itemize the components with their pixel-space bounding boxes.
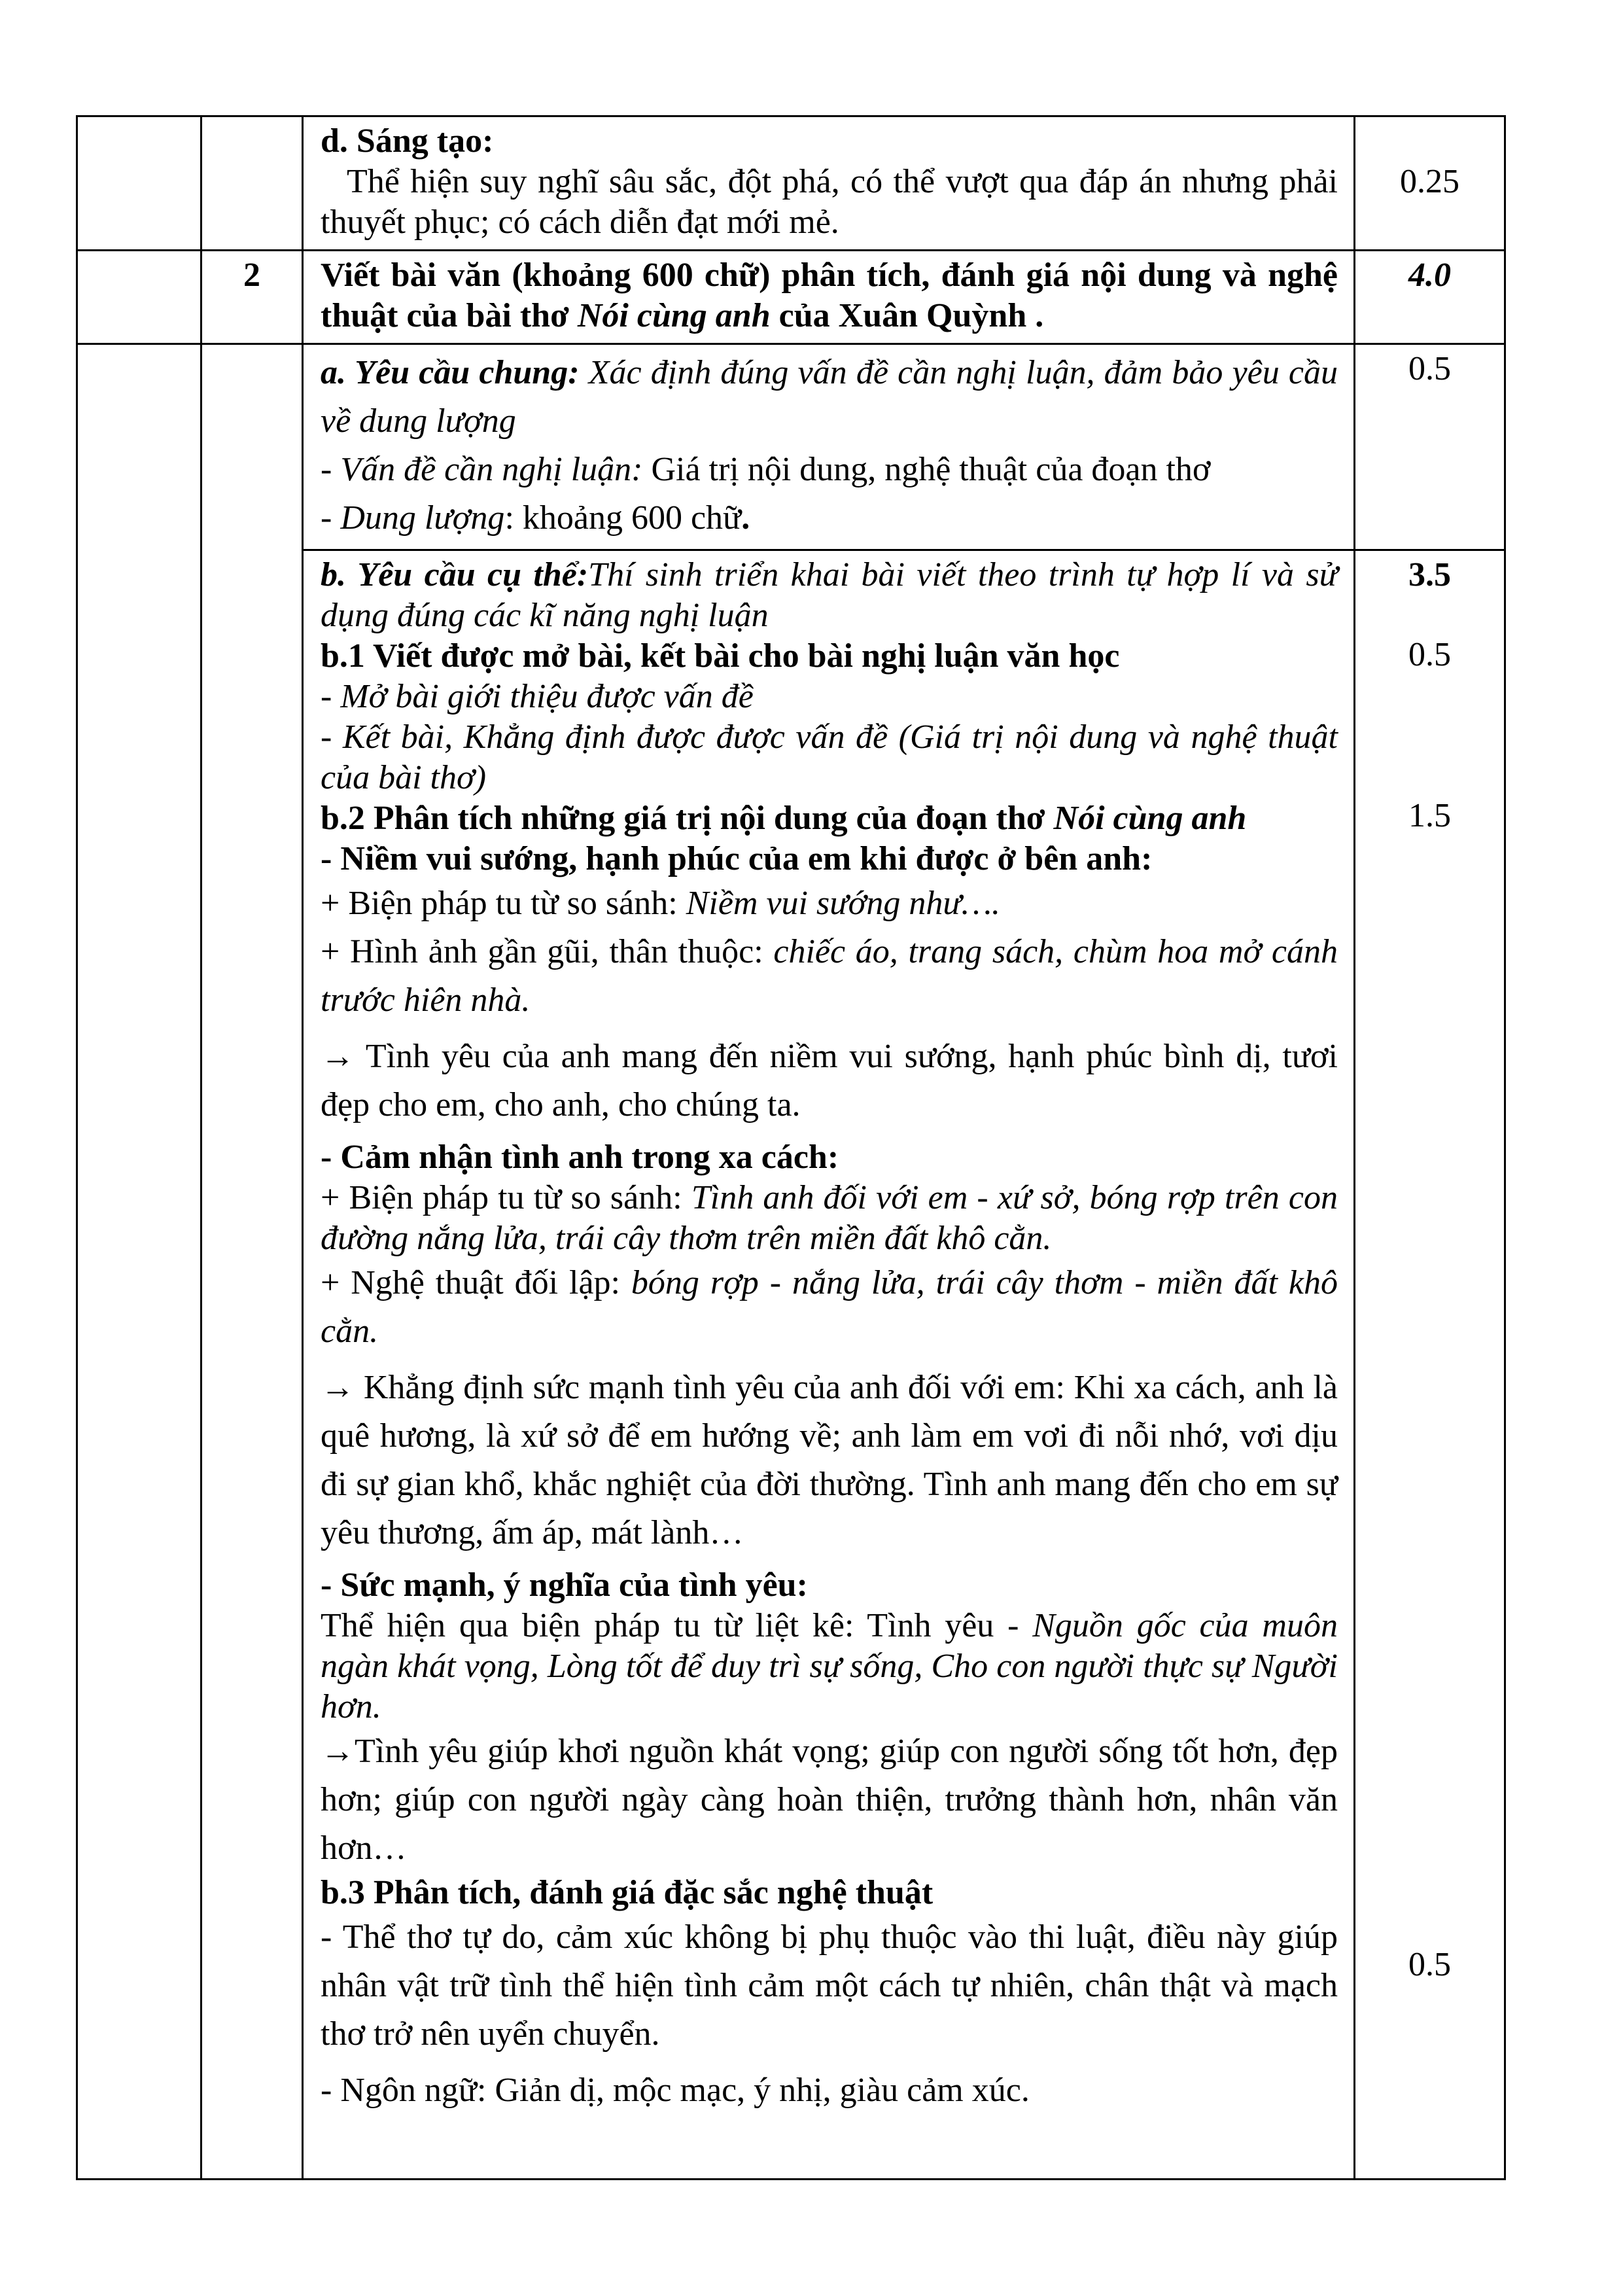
joy-point-1: + Biện pháp tu từ so sánh: Niềm vui sướng như…. <box>321 885 1000 922</box>
specific-requirements-heading: b. Yêu cầu cụ thể:Thí sinh triển khai bài viết theo trình tự hợp lí và sử dụng đúng các kĩ năng nghị luận <box>321 556 1338 634</box>
creativity-text: Thể hiện suy nghĩ sâu sắc, đột phá, có thể vượt qua đáp án nhưng phải thuyết phục; có cách diễn đạt mới mẻ. <box>321 163 1338 241</box>
cell-score <box>1355 116 1505 251</box>
general-requirements-score: 0.5 <box>1408 350 1451 387</box>
cell-question-number <box>201 116 303 251</box>
cell-section <box>77 251 201 344</box>
b3-point-2: - Ngôn ngữ: Giản dị, mộc mạc, ý nhị, giàu cảm xúc. <box>321 2072 1030 2109</box>
b1-score: 0.5 <box>1408 636 1451 673</box>
b1-title: b.1 Viết được mở bài, kết bài cho bài nghị luận văn học <box>321 637 1120 675</box>
row-general-requirements <box>77 344 1505 550</box>
specific-requirements-score: 3.5 <box>1408 556 1451 593</box>
cell-score <box>1355 550 1505 2180</box>
cell-question-number <box>201 344 303 2180</box>
b1-line-1: - Mở bài giới thiệu được vấn đề <box>321 678 754 715</box>
b2-title: b.2 Phân tích những giá trị nội dung của đoạn thơ Nói cùng anh <box>321 800 1247 837</box>
question-number: 2 <box>243 256 260 294</box>
far-conclusion: → Khẳng định sức mạnh tình yêu của anh đối với em: Khi xa cách, anh là quê hương, là xứ sở để em hướng về; anh làm em vơi đi nỗi nhớ, vơi dịu đi sự gian khổ, khắc nghiệt của đời thường. Tình anh mang đến cho em sự yêu thương, ấm áp, mát lành… <box>321 1369 1338 1551</box>
general-requirements-text: a. Yêu cầu chung: Xác định đúng vấn đề cần nghị luận, đảm bảo yêu cầu về dung lượng <box>321 354 1338 440</box>
cell-section <box>77 116 201 251</box>
creativity-score: 0.25 <box>1400 163 1459 200</box>
b3-score: 0.5 <box>1408 1946 1451 1983</box>
question-score: 4.0 <box>1408 256 1451 294</box>
question-title: Viết bài văn (khoảng 600 chữ) phân tích, đánh giá nội dung và nghệ thuật của bài thơ Nói cùng anh của Xuân Quỳnh . <box>321 256 1338 334</box>
power-title: - Sức mạnh, ý nghĩa của tình yêu: <box>321 1566 808 1604</box>
far-title: - Cảm nhận tình anh trong xa cách: <box>321 1139 839 1176</box>
issue-line: - Vấn đề cần nghị luận: Giá trị nội dung, nghệ thuật của đoạn thơ <box>321 451 1211 488</box>
cell-score <box>1355 251 1505 344</box>
creativity-heading: d. Sáng tạo: <box>321 122 494 160</box>
row-question-2 <box>77 251 1505 344</box>
cell-content <box>303 116 1355 251</box>
cell-score <box>1355 344 1505 550</box>
b2-score: 1.5 <box>1408 797 1451 834</box>
answer-table <box>76 115 1506 2180</box>
cell-content <box>303 251 1355 344</box>
joy-conclusion: → Tình yêu của anh mang đến niềm vui sướng, hạnh phúc bình dị, tươi đẹp cho em, cho anh, cho chúng ta. <box>321 1038 1338 1123</box>
length-line: - Dung lượng: khoảng 600 chữ. <box>321 499 750 537</box>
b3-title: b.3 Phân tích, đánh giá đặc sắc nghệ thuật <box>321 1874 934 1911</box>
cell-content <box>303 344 1355 550</box>
joy-title: - Niềm vui sướng, hạnh phúc của em khi được ở bên anh: <box>321 840 1153 877</box>
arrow-icon: → <box>321 1038 355 1075</box>
far-point-1: + Biện pháp tu từ so sánh: Tình anh đối với em - xứ sở, bóng rợp trên con đường nắng lửa, trái cây thơm trên miền đất khô cằn. <box>321 1179 1338 1257</box>
cell-section <box>77 344 201 2180</box>
b1-line-2: - Kết bài, Khẳng định được được vấn đề (Giá trị nội dung và nghệ thuật của bài thơ) <box>321 718 1338 796</box>
arrow-icon: → <box>321 1733 355 1770</box>
cell-question-number <box>201 251 303 344</box>
row-creativity <box>77 116 1505 251</box>
joy-point-2: + Hình ảnh gần gũi, thân thuộc: chiếc áo, trang sách, chùm hoa mở cánh trước hiên nhà. <box>321 933 1338 1019</box>
far-point-2: + Nghệ thuật đối lập: bóng rợp - nắng lửa, trái cây thơm - miền đất khô cằn. <box>321 1264 1338 1350</box>
power-conclusion: →Tình yêu giúp khơi nguồn khát vọng; giúp con người sống tốt hơn, đẹp hơn; giúp con người ngày càng hoàn thiện, trưởng thành hơn, nhân văn hơn… <box>321 1733 1338 1867</box>
cell-content <box>303 550 1355 2180</box>
power-point-1: Thể hiện qua biện pháp tu từ liệt kê: Tình yêu - Nguồn gốc của muôn ngàn khát vọng, Lòng tốt để duy trì sự sống, Cho con người thực sự Người hơn. <box>321 1607 1338 1725</box>
arrow-icon: → <box>321 1369 355 1406</box>
b3-point-1: - Thể thơ tự do, cảm xúc không bị phụ thuộc vào thi luật, điều này giúp nhân vật trữ tình thể hiện tình cảm một cách tự nhiên, chân thật và mạch thơ trở nên uyển chuyển. <box>321 1918 1338 2053</box>
